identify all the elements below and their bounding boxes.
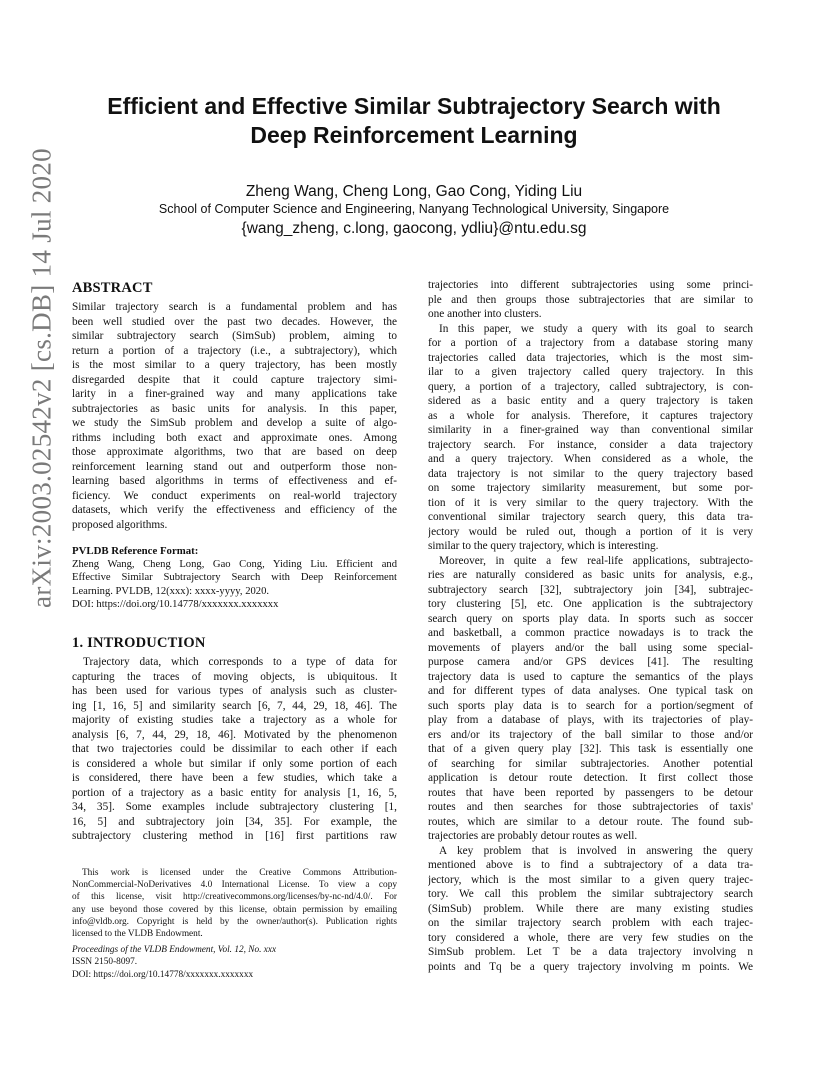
body-line: conventional similar trajectory search query, this data tra-	[428, 511, 753, 523]
body-line: and basketball, a common practice nowadays is to track the	[428, 627, 753, 639]
license-line: info@vldb.org. Copyright is held by the owner/author(s). Publication rights	[72, 916, 397, 927]
abstract-line: ficiency. We conduct experiments on real-world trajectory	[72, 489, 397, 502]
intro-line: capturing the traces of moving objects, is ubiquitous. It	[72, 670, 397, 683]
proceedings-line: Proceedings of the VLDB Endowment, Vol. 12, No. xxx	[72, 945, 277, 956]
body-line: (SimSub) problem. While there are many existing studies	[428, 902, 753, 915]
introduction-heading: 1. INTRODUCTION	[72, 635, 206, 652]
intro-line: ing [1, 16, 5] and similarity search [6, 7, 44, 29, 18, 46]. The	[72, 699, 397, 712]
body-line: that of a given query play [32]. This task is essentially one	[428, 743, 753, 755]
body-line: such sports play data is to search for a portion/segment of	[428, 699, 753, 712]
right-paragraph-3	[428, 554, 753, 844]
body-line: one another into clusters.	[428, 308, 542, 320]
paper-title	[40, 92, 788, 150]
author-list: Zheng Wang, Cheng Long, Gao Cong, Yiding Liu	[245, 183, 583, 200]
license-line: any use beyond those covered by this license, obtain permission by emailing	[72, 904, 397, 915]
body-line: of searching for similar subtrajectories. Another potential	[428, 757, 753, 770]
body-line: routes that have been reported by passengers to be detour	[428, 786, 753, 799]
abstract-line: learning based algorithms in terms of effectiveness and ef-	[72, 475, 397, 487]
body-line: and a query trajectory. When considered as a whole, the	[428, 453, 753, 465]
reference-doi: DOI: https://doi.org/10.14778/xxxxxxx.xxxxxxx	[72, 598, 279, 610]
body-line: similarity in a finer-grained way than conventional similar	[428, 424, 753, 436]
abstract-line: reinforcement learning stand out and outperform those non-	[72, 460, 397, 473]
body-line: on some trajectory similarity measurement, but some por-	[428, 482, 753, 494]
body-line: trajectories into different subtrajectories using some princi-	[428, 279, 753, 291]
abstract-line: larity in a finer-grained way and many applications take	[72, 388, 397, 400]
abstract-line: those approximate algorithms, two that are based on deep	[72, 446, 397, 458]
reference-line: Zheng Wang, Cheng Long, Gao Cong, Yiding Liu. Efficient and	[72, 559, 397, 570]
left-column	[72, 278, 397, 844]
body-line: tory clustering [5], etc. One application is the subtrajectory	[428, 598, 753, 610]
body-line: similar to the query trajectory, which is interesting.	[428, 540, 659, 552]
license-footnote	[72, 867, 397, 981]
issn-line: ISSN 2150-8097.	[72, 957, 138, 968]
abstract-line: been well studied over the past two decades. However, the	[72, 315, 397, 328]
abstract-heading: ABSTRACT	[72, 280, 153, 296]
body-line: trajectories are probably detour routes as well.	[428, 830, 638, 842]
license-line: of this license, visit http://creativecommons.org/licenses/by-nc-nd/4.0/. For	[72, 892, 397, 903]
body-line: sidered as a basic entity and a query trajectory is taken	[428, 395, 753, 407]
body-line: as a whole for analysis. Therefore, it captures trajectory	[428, 409, 753, 422]
body-line: routes and then searches for those subtrajectories of taxis'	[428, 801, 753, 813]
intro-line: has been used for various types of analysis such as cluster-	[72, 685, 397, 698]
right-paragraph-2	[428, 322, 753, 554]
reference-format-heading: PVLDB Reference Format:	[72, 545, 199, 557]
body-line: subtrajectory search [32], subtrajectory join [34], subtrajec-	[428, 583, 753, 596]
intro-line: is considered, there have been a few studies, which take a	[72, 772, 397, 785]
title-line-2: Deep Reinforcement Learning	[250, 122, 578, 148]
intro-line: portion of a trajectory as a basic entity for analysis [1, 16, 5,	[72, 786, 397, 799]
license-line: NonCommercial-NoDerivatives 4.0 International License. To view a copy	[72, 880, 397, 891]
body-line: data trajectory is not similar to the query trajectory based	[428, 467, 753, 480]
reference-line: Learning. PVLDB, 12(xxx): xxxx-yyyy, 2020.	[72, 585, 270, 597]
body-line: search query on sports play data. In sports such as soccer	[428, 612, 753, 625]
body-line: on the similar trajectory search problem with each trajec-	[428, 917, 753, 929]
body-line: tory considered a whole, there are very few studies on the	[428, 931, 753, 944]
body-line: ers and/or its trajectory of the ball similar to those and/or	[428, 728, 753, 741]
arxiv-identifier: arXiv:2003.02542v2 [cs.DB] 14 Jul 2020	[26, 148, 57, 608]
body-line: ple and then groups those subtrajectories that are similar to	[428, 293, 753, 306]
body-line: jectory, which is the most similar to a given query trajec-	[428, 873, 753, 886]
body-line: trajectory data is used to capture the semantics of the plays	[428, 670, 753, 683]
abstract-line: rithms including both exact and approximate ones. Among	[72, 431, 397, 444]
body-line: tion of it is very similar to the query trajectory. With the	[428, 496, 753, 509]
right-paragraph-4	[428, 844, 753, 975]
license-line: licensed to the VLDB Endowment.	[72, 928, 203, 939]
intro-line: Trajectory data, which corresponds to a type of data for	[83, 656, 397, 669]
body-line: ries are naturally considered as basic units for analysis, e.g.,	[428, 569, 753, 581]
body-line: application is detour route detection. It first collect those	[428, 772, 753, 784]
body-line: query, a portion of a trajectory, called subtrajectory, is con-	[428, 380, 753, 393]
author-email: {wang_zheng, c.long, gaocong, ydliu}@ntu.edu.sg	[241, 220, 587, 237]
abstract-line: disregarded despite that it could capture trajectory simi-	[72, 373, 397, 386]
abstract-line: datasets, which verify the effectiveness and efficiency of the	[72, 504, 397, 516]
reference-line: Effective Similar Subtrajectory Search with Deep Reinforcement	[72, 572, 397, 584]
intro-line: that two trajectories could be dissimilar to each other if each	[72, 743, 397, 756]
body-line: play from a database of plays, with its trajectories of play-	[428, 714, 753, 726]
abstract-line: proposed algorithms.	[72, 518, 168, 531]
abstract-body	[72, 300, 397, 532]
intro-line: majority of existing studies take a trajectory as a whole for	[72, 714, 397, 727]
footnote-doi: DOI: https://doi.org/10.14778/xxxxxxx.xxxxxxx	[72, 969, 254, 980]
body-line: Moreover, in quite a few real-life applications, subtrajecto-	[439, 554, 753, 567]
body-line: and for different types of data analyses. One typical task on	[428, 685, 753, 697]
abstract-line: similar subtrajectory search (SimSub) problem, aiming to	[72, 330, 397, 342]
intro-line: 34, 35]. Some examples include subtrajectory clustering [1,	[72, 801, 397, 814]
intro-line: subtrajectory clustering method in [16] first partitions raw	[72, 830, 397, 843]
body-line: A key problem that is involved in answering the query	[439, 844, 753, 857]
abstract-line: Similar trajectory search is a fundamental problem and has	[72, 301, 397, 313]
license-line: This work is licensed under the Creative Commons Attribution-	[82, 868, 397, 878]
body-line: tory. We call this problem the similar subtrajectory search	[428, 888, 753, 900]
title-line-1: Efficient and Effective Similar Subtrajectory Search with	[107, 93, 721, 119]
abstract-line: return a portion of a trajectory (i.e., a subtrajectory), which	[72, 344, 397, 357]
body-line: SimSub problem. Let T be a data trajectory involving n	[428, 946, 753, 958]
introduction-body	[72, 655, 397, 844]
reference-format-body	[72, 558, 397, 611]
intro-line: 16, 5] and subtrajectory join [34, 35]. For example, the	[72, 815, 397, 828]
abstract-line: we study the SimSub problem and develop a suite of algo-	[72, 417, 397, 429]
body-line: movements of players and/or the ball using some special-	[428, 641, 753, 654]
body-line: trajectory search. For instance, consider a data trajectory	[428, 438, 753, 451]
right-paragraph-1	[428, 278, 753, 322]
body-line: trajectories called data trajectories, which is the most sim-	[428, 351, 753, 364]
body-line: for a portion of a trajectory from a database storing many	[428, 337, 753, 349]
body-line: In this paper, we study a query with its goal to search	[439, 322, 753, 335]
right-column	[428, 278, 753, 974]
abstract-line: is the most similar to a query trajectory, has been mostly	[72, 359, 397, 371]
intro-line: is considered a whole but similar if only some portion of each	[72, 757, 397, 770]
body-line: jectory would be ruled out, though a portion of it is very	[428, 525, 753, 538]
affiliation: School of Computer Science and Engineering, Nanyang Technological University, Singapore	[158, 202, 670, 216]
intro-line: analysis [6, 7, 44, 29, 18, 46]. Motivated by the phenomenon	[72, 728, 397, 741]
body-line: ilar to a given trajectory called query trajectory. In this	[428, 366, 753, 378]
body-line: mentioned above is to find a subtrajectory of a data tra-	[428, 859, 753, 871]
body-line: purpose camera and/or GPS devices [41]. The resulting	[428, 656, 753, 668]
abstract-line: subtrajectories as basic units for analysis. In this paper,	[72, 402, 397, 415]
body-line: points and Tq be a query trajectory involving m points. We	[428, 960, 753, 973]
body-line: routes, which are similar to a detour route. The found sub-	[428, 815, 753, 828]
